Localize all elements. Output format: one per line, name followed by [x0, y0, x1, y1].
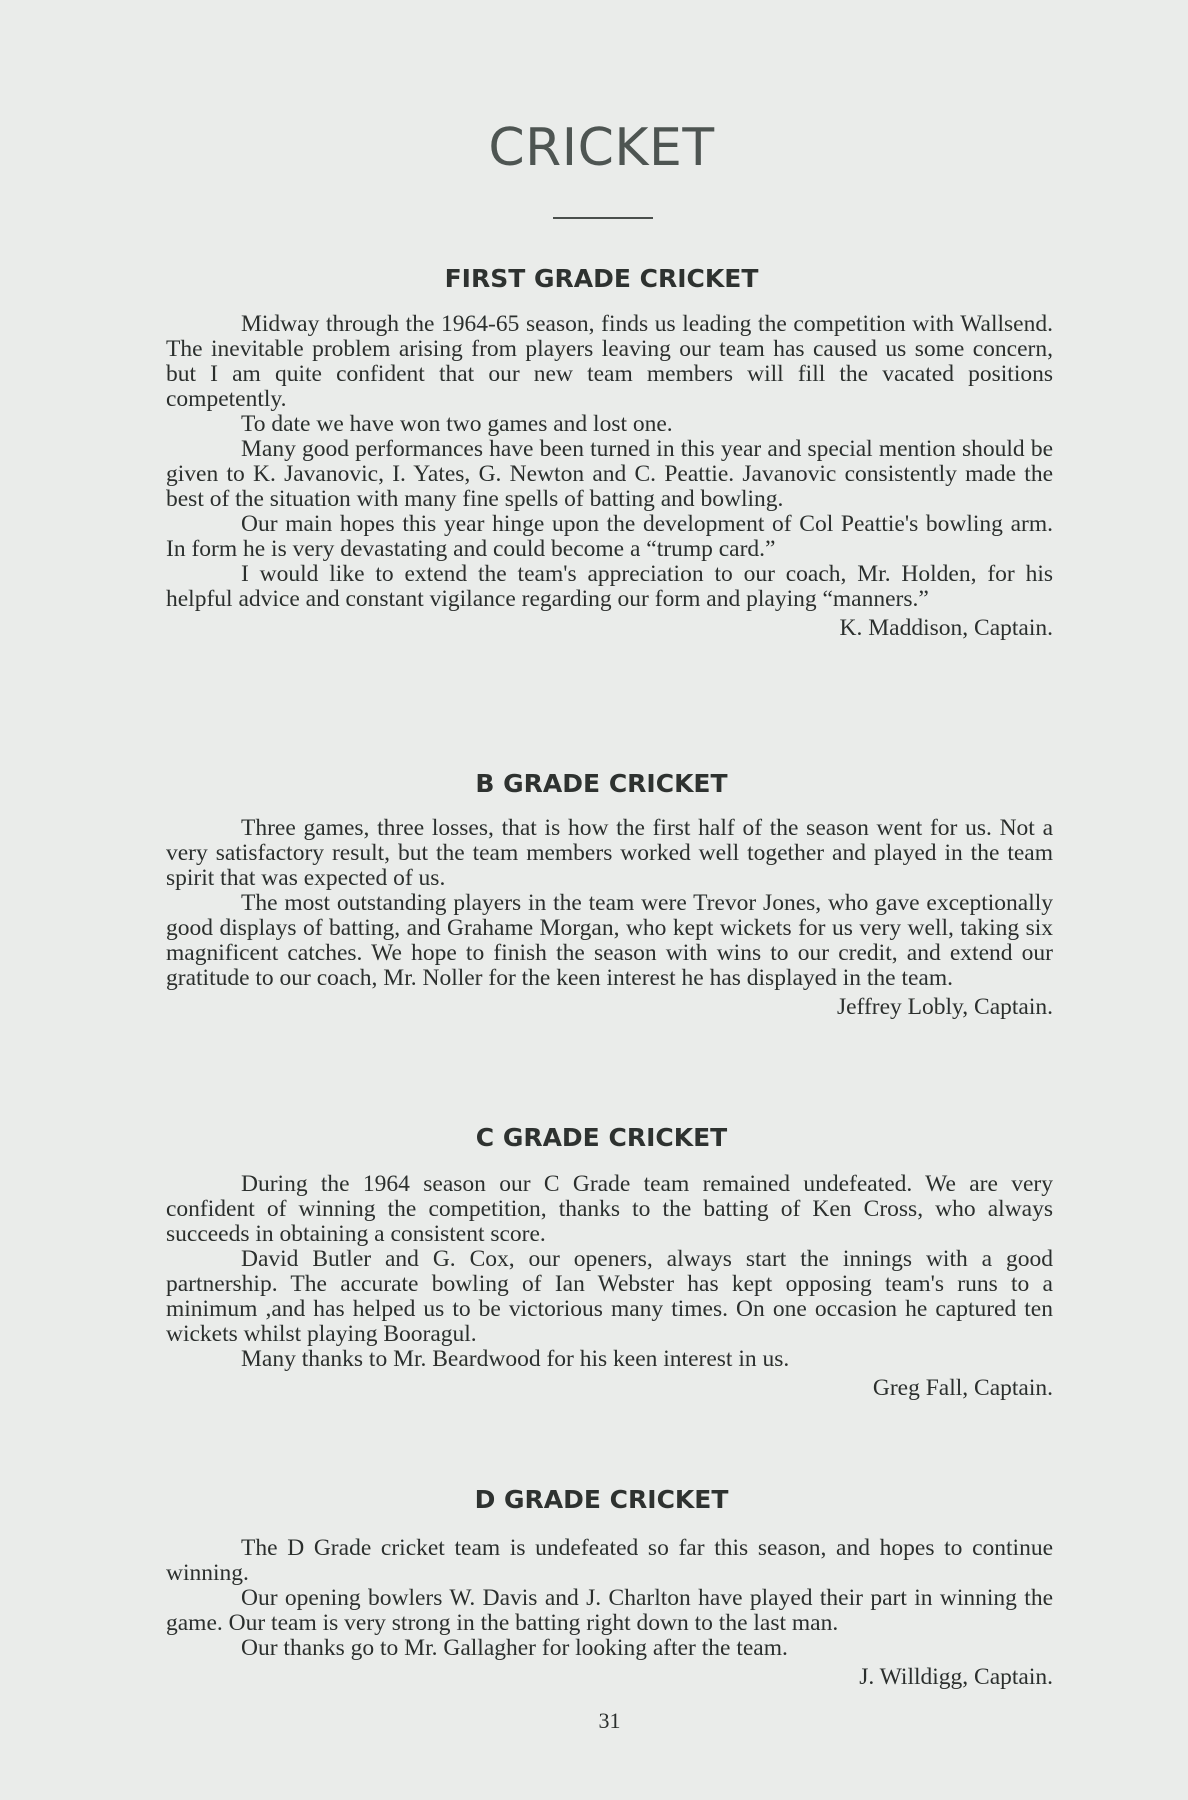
paragraph: Three games, three losses, that is how the first half of the season went for us. Not a very satisfactory result, but the team members worked well together and played in the team spirit that was expected of us. — [166, 815, 1053, 891]
paragraph: During the 1964 season our C Grade team remained undefeated. We are very confident of winning the competition, thanks to the batting of Ken Cross, who always succeeds in obtaining a consistent score. — [166, 1171, 1053, 1247]
paragraph: Our opening bowlers W. Davis and J. Charlton have played their part in winning the game. Our team is very strong in the batting right down to the last man. — [166, 1585, 1053, 1636]
signature: Jeffrey Lobly, Captain. — [836, 994, 1053, 1020]
paragraph: The most outstanding players in the team were Trevor Jones, who gave exceptionally good displays of batting, and Grahame Morgan, who kept wickets for us very well, taking six magnificent catches. We hope to finish the season with wins to our credit, and extend our gratitude to our coach, Mr. Noller for the keen interest he has displayed in the team. — [166, 890, 1053, 991]
section-c-grade — [166, 1172, 1053, 1401]
paragraph: Many good performances have been turned in this year and special mention should be given to K. Javanovic, I. Yates, G. Newton and C. Peattie. Javanovic consistently made the best of the situation with many fine spells of batting and bowling. — [166, 436, 1053, 512]
section-heading-b-grade: B GRADE CRICKET — [475, 769, 728, 798]
page-title: CRICKET — [488, 118, 715, 178]
section-first-grade — [166, 312, 1053, 641]
paragraph: Our main hopes this year hinge upon the development of Col Peattie's bowling arm. In form he is very devastating and could become a “trump card.” — [166, 511, 1053, 562]
section-heading-first-grade: FIRST GRADE CRICKET — [444, 264, 759, 293]
signature: K. Maddison, Captain. — [839, 615, 1053, 641]
section-b-grade — [166, 816, 1053, 1020]
signature: Greg Fall, Captain. — [872, 1375, 1053, 1401]
paragraph: Midway through the 1964-65 season, finds us leading the competition with Wallsend. The inevitable problem arising from players leaving our team has caused us some concern, but I am quite confident that our new team members will fill the vacated positions competently. — [166, 311, 1053, 412]
page-number: 31 — [598, 1708, 621, 1733]
paragraph: David Butler and G. Cox, our openers, always start the innings with a good partnership. The accurate bowling of Ian Webster has kept opposing team's runs to a minimum ,and has helped us to be victorious many times. On one occasion he captured ten wickets whilst playing Booragul. — [166, 1246, 1053, 1347]
signature: J. Willdigg, Captain. — [859, 1664, 1053, 1690]
section-d-grade — [166, 1536, 1053, 1690]
paragraph: To date we have won two games and lost one. — [241, 411, 673, 437]
section-heading-d-grade: D GRADE CRICKET — [474, 1485, 729, 1514]
title-rule — [553, 217, 653, 219]
paragraph: I would like to extend the team's appreciation to our coach, Mr. Holden, for his helpful advice and constant vigilance regarding our form and playing “manners.” — [166, 561, 1053, 612]
section-heading-c-grade: C GRADE CRICKET — [475, 1123, 728, 1152]
paragraph: The D Grade cricket team is undefeated so far this season, and hopes to continue winning. — [166, 1535, 1053, 1586]
paragraph: Our thanks go to Mr. Gallagher for looking after the team. — [241, 1635, 788, 1661]
paragraph: Many thanks to Mr. Beardwood for his keen interest in us. — [241, 1346, 790, 1372]
